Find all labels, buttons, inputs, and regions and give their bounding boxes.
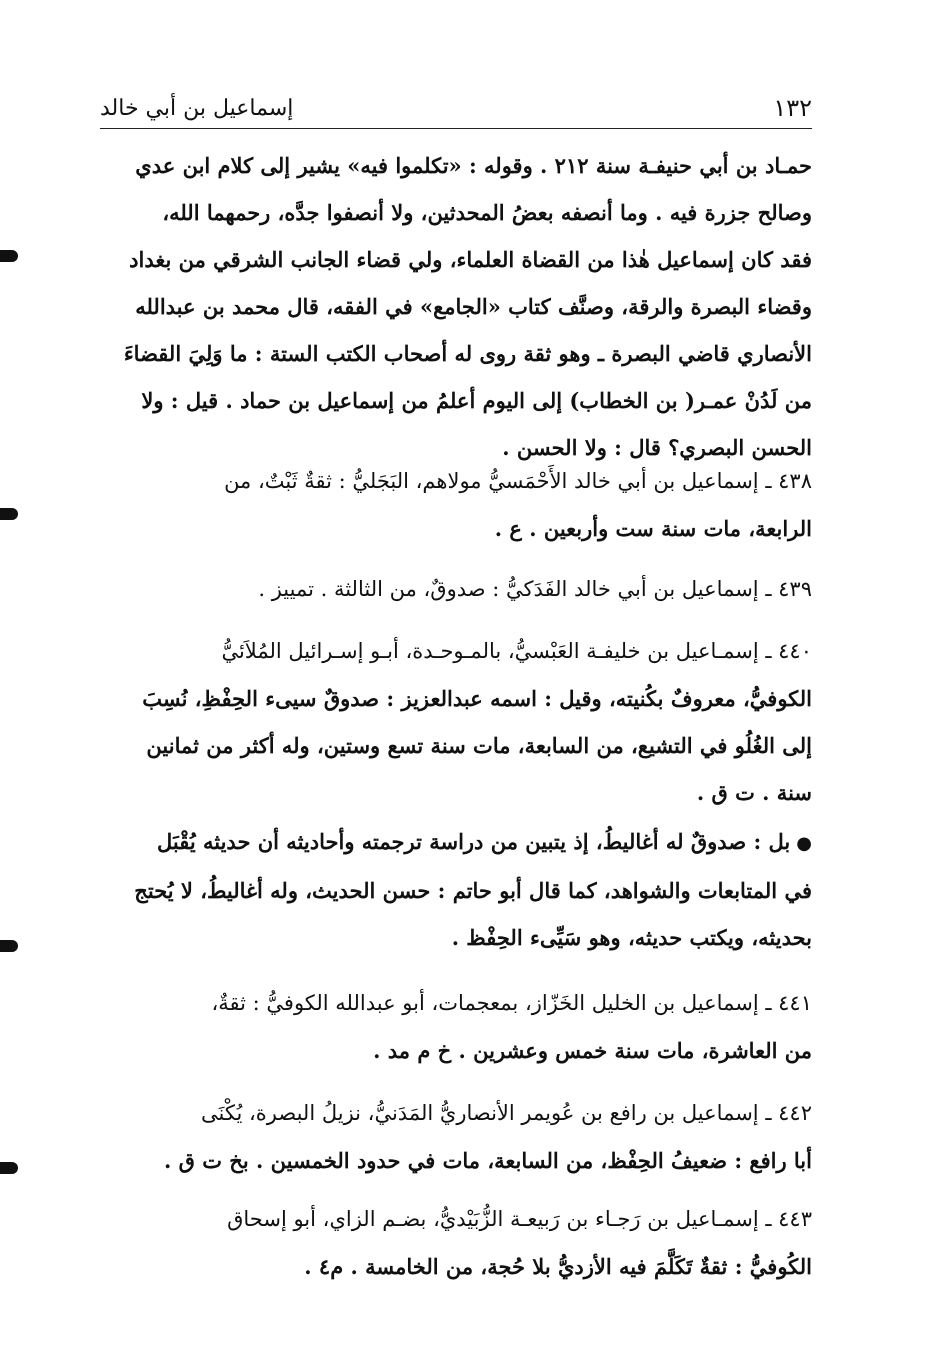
text-line: من العاشرة، مات سنة خمس وعشرين . خ م مد .: [373, 1038, 812, 1063]
text-line: ٤٣٩ ـ إسماعيل بن أبي خالد الفَدَكيُّ : صدوقٌ، من الثالثة . تمييز .: [258, 577, 812, 601]
entry-442: [100, 1090, 812, 1184]
entry-441: [100, 980, 812, 1074]
note-text: بل : صدوقٌ له أغاليطُ، إذ يتبين من دراسة ترجمته وأحاديثه أن حديثه يُقْبَل: [156, 829, 791, 854]
page-number: ١٣٢: [763, 94, 812, 122]
text-line: الأنصاري قاضي البصرة ـ وهو ثقة روى له أصحاب الكتب الستة : ما وَلِيَ القضاءَ: [123, 341, 812, 366]
text-line: ٤٤٢ ـ إسماعيل بن رافع بن عُويمر الأنصاريُّ المَدَنيُّ، نزيلُ البصرة، يُكْنَى: [201, 1101, 812, 1125]
text-line: إلى الغُلُو في التشيع، من السابعة، مات سنة تسع وستين، وله أكثر من ثمانين: [146, 733, 812, 758]
entry-440: [100, 628, 812, 816]
running-title: إسماعيل بن أبي خالد: [100, 96, 303, 121]
text-line: ٤٤١ ـ إسماعيل بن الخليل الخَزّاز، بمعجمات، أبو عبدالله الكوفيُّ : ثقةٌ،: [211, 991, 812, 1015]
text-line: سنة . ت ق .: [696, 780, 812, 805]
text-line: حمـاد بن أبي حنيفـة سنة ٢١٢ . وقوله : «تكلموا فيه» يشير إلى كلام ابن عدي: [135, 153, 812, 178]
text-line: وقضاء البصرة والرقة، وصنَّف كتاب «الجامع» في الفقه، قال محمد بن عبدالله: [135, 294, 812, 319]
text-line: الرابعة، مات سنة ست وأربعين . ع .: [494, 516, 812, 541]
text-line: ٤٣٨ ـ إسماعيل بن أبي خالد الأَحْمَسيُّ مولاهم، البَجَليُّ : ثقةٌ ثَبْتٌ، من: [224, 469, 812, 493]
entry-443: [100, 1196, 812, 1290]
editor-note: [100, 818, 812, 961]
entry-439: [100, 566, 812, 613]
text-line: بحديثه، ويكتب حديثه، وهو سَيِّىء الحِفْظ .: [451, 925, 812, 950]
text-line: الكوفيُّ، معروفٌ بكُنيته، وقيل : اسمه عبدالعزيز : صدوقٌ سيىء الحِفْظِ، نُسِبَ: [142, 686, 812, 711]
text-line: الحسن البصري؟ قال : ولا الحسن .: [502, 435, 812, 460]
intro-paragraph: [100, 142, 812, 471]
text-line: فقد كان إسماعيل هٰذا من القضاة العلماء، ولي قضاء الجانب الشرقي من بغداد: [129, 247, 812, 272]
text-line: [100, 818, 812, 867]
bullet-icon: ●: [796, 833, 812, 854]
scan-edge-mark: [0, 940, 18, 952]
text-line: أبا رافع : ضعيفُ الحِفْظ، من السابعة، مات في حدود الخمسين . بخ ت ق .: [164, 1148, 812, 1173]
text-line: وصالح جزرة فيه . وما أنصفه بعضُ المحدثين، ولا أنصفوا جدَّه، رحمهما الله،: [162, 200, 812, 225]
text-line: في المتابعات والشواهد، كما قال أبو حاتم : حسن الحديث، وله أغاليطُ، لا يُحتج: [134, 878, 812, 903]
text-line: الكُوفيُّ : ثقةٌ تَكَلَّمَ فيه الأزديُّ بلا حُجة، من الخامسة . م٤ .: [304, 1254, 812, 1279]
running-head: [100, 94, 812, 129]
text-line: من لَدُنْ عمـر( بن الخطاب) إلى اليوم أعلمُ من إسماعيل بن حماد . قيل : ولا: [141, 388, 812, 413]
scan-edge-mark: [0, 1162, 18, 1174]
text-line: ٤٤٠ ـ إسمـاعيل بن خليفـة العَبْسيُّ، بالمـوحـدة، أبـو إسـرائيل المُلاَئيُّ: [221, 639, 812, 663]
scan-edge-mark: [0, 508, 18, 520]
text-line: ٤٤٣ ـ إسمـاعيل بن رَجـاء بن رَبيعـة الزُّبَيْديُّ، بضـم الزاي، أبو إسحاق: [227, 1207, 812, 1231]
scan-edge-mark: [0, 250, 18, 262]
entry-438: [100, 458, 812, 552]
